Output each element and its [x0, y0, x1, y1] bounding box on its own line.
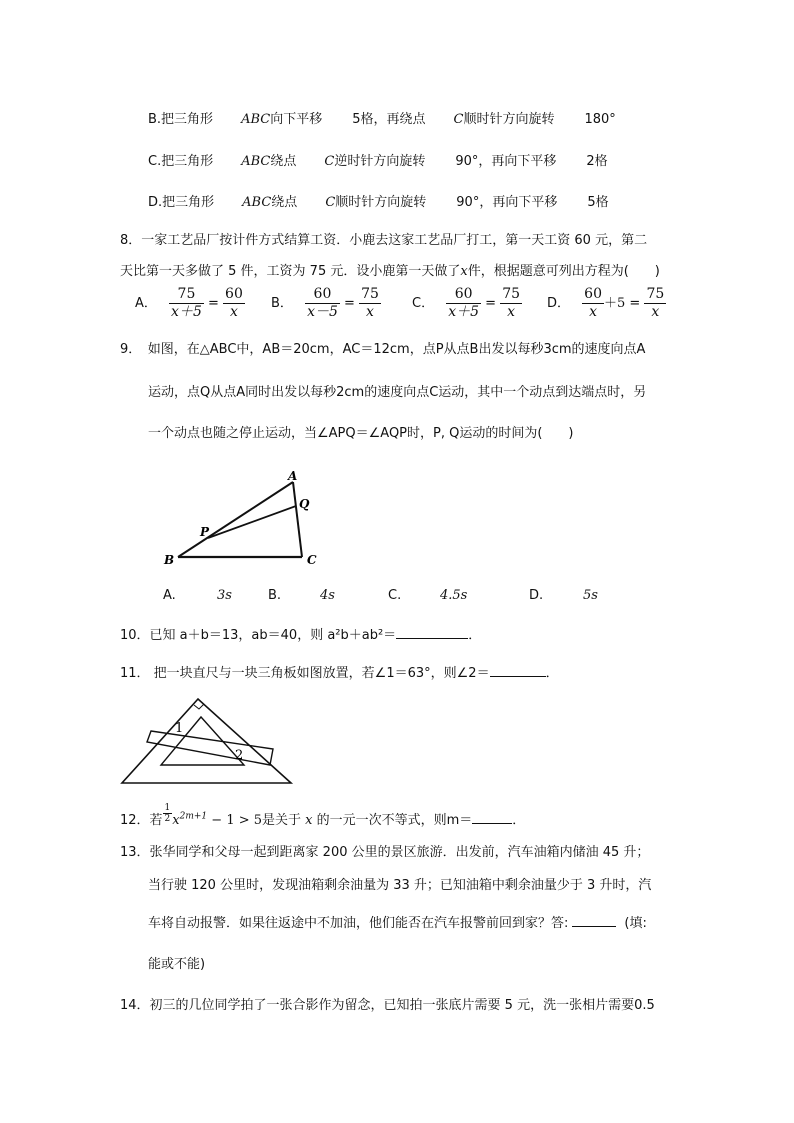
q8-option-d: D． $\frac{60}{x}$ ＋5 = $\frac{75}{x}$ — [547, 286, 665, 320]
q9-option-b-label: B. — [268, 588, 282, 603]
q8-line1: 8．一家工艺品厂按计件方式结算工资．小鹿去这家工艺品厂打工，第一天工资 60 元，第二 — [120, 233, 648, 248]
q7-option-d: D.把三角形 ABC绕点 C顺时针方向旋转 90°，再向下平移 5格 — [148, 195, 609, 210]
segment-ba — [178, 482, 293, 557]
angle-2-label: 2 — [235, 748, 244, 763]
q9-option-d-label: D. — [529, 588, 544, 603]
q13-line4: 能或不能) — [148, 957, 206, 972]
label-p: P — [200, 525, 210, 539]
q9-triangle-figure — [160, 450, 340, 575]
label-q: Q — [299, 497, 310, 511]
q9-option-d-value: 5s — [583, 588, 598, 603]
q9-option-c-label: C. — [388, 588, 402, 603]
q10-text: 10．已知 a＋b＝13，ab＝40，则 a²b＋ab²＝ ． — [120, 624, 481, 643]
q9-line1: 9． 如图，在△ABC中，AB＝20cm，AC＝12cm，点P从点B出发以每秒3cm的速度向点A — [120, 342, 646, 357]
q9-option-a-label: A. — [163, 588, 176, 603]
q9-option-a-value: 3s — [217, 588, 232, 603]
q8-line2: 天比第一天多做了 5 件，工资为 75 元．设小鹿第一天做了x件，根据题意可列出方程为( ) — [120, 264, 660, 279]
q8-option-c: C． $\frac{60}{x+5}$ = $\frac{75}{x}$ — [412, 286, 521, 320]
q12-text: 12．若 $\frac{1}{2}$ $x^{2m+1} - 1 > 5$是关于 x 的一元一次不等式，则m＝ ． — [120, 803, 526, 828]
q11-text: 11． 把一块直尺与一块三角板如图放置，若∠1＝63°，则∠2＝ ． — [120, 662, 559, 681]
right-angle-mark — [194, 704, 204, 709]
label-c: C — [307, 553, 317, 567]
segment-pq — [208, 506, 296, 538]
q11-ruler-triangle-figure — [118, 695, 298, 787]
q9-option-b-value: 4s — [320, 588, 335, 603]
q13-line1: 13．张华同学和父母一起到距离家 200 公里的景区旅游．出发前，汽车油箱内储油 45 升； — [120, 845, 650, 860]
q9-line3: 一个动点也随之停止运动，当∠APQ＝∠AQP时，P, Q运动的时间为( ) — [148, 426, 574, 441]
q7-option-c: C.把三角形 ABC绕点 C逆时针方向旋转 90°，再向下平移 2格 — [148, 154, 608, 169]
q14-line1: 14．初三的几位同学拍了一张合影作为留念，已知拍一张底片需要 5 元，洗一张相片需要0.5 — [120, 998, 655, 1013]
label-a: A — [288, 469, 298, 483]
q11-answer-blank — [490, 663, 546, 677]
q12-answer-blank — [472, 810, 512, 824]
segment-ac — [293, 482, 302, 557]
q10-answer-blank — [396, 625, 468, 639]
q13-line3: 车将自动报警．如果往返途中不加油，他们能否在汽车报警前回到家？答: (填: — [148, 912, 647, 931]
q9-option-c-value: 4.5s — [440, 588, 468, 603]
q9-line2: 运动，点Q从点A同时出发以每秒2cm的速度向点C运动，其中一个动点到达端点时，另 — [148, 385, 647, 400]
label-b: B — [164, 553, 175, 567]
q7-option-b: B.把三角形 ABC向下平移 5格，再绕点 C顺时针方向旋转 180° — [148, 112, 616, 127]
q8-option-b: B． $\frac{60}{x-5}$ = $\frac{75}{x}$ — [271, 286, 379, 320]
angle-1-label: 1 — [175, 721, 184, 736]
q8-option-a: A． $\frac{75}{x+5}$ = $\frac{60}{x}$ — [135, 286, 243, 320]
q13-line2: 当行驶 120 公里时，发现油箱剩余油量为 33 升；已知油箱中剩余油量少于 3 升时，汽 — [148, 878, 652, 893]
q13-answer-blank — [572, 913, 616, 927]
